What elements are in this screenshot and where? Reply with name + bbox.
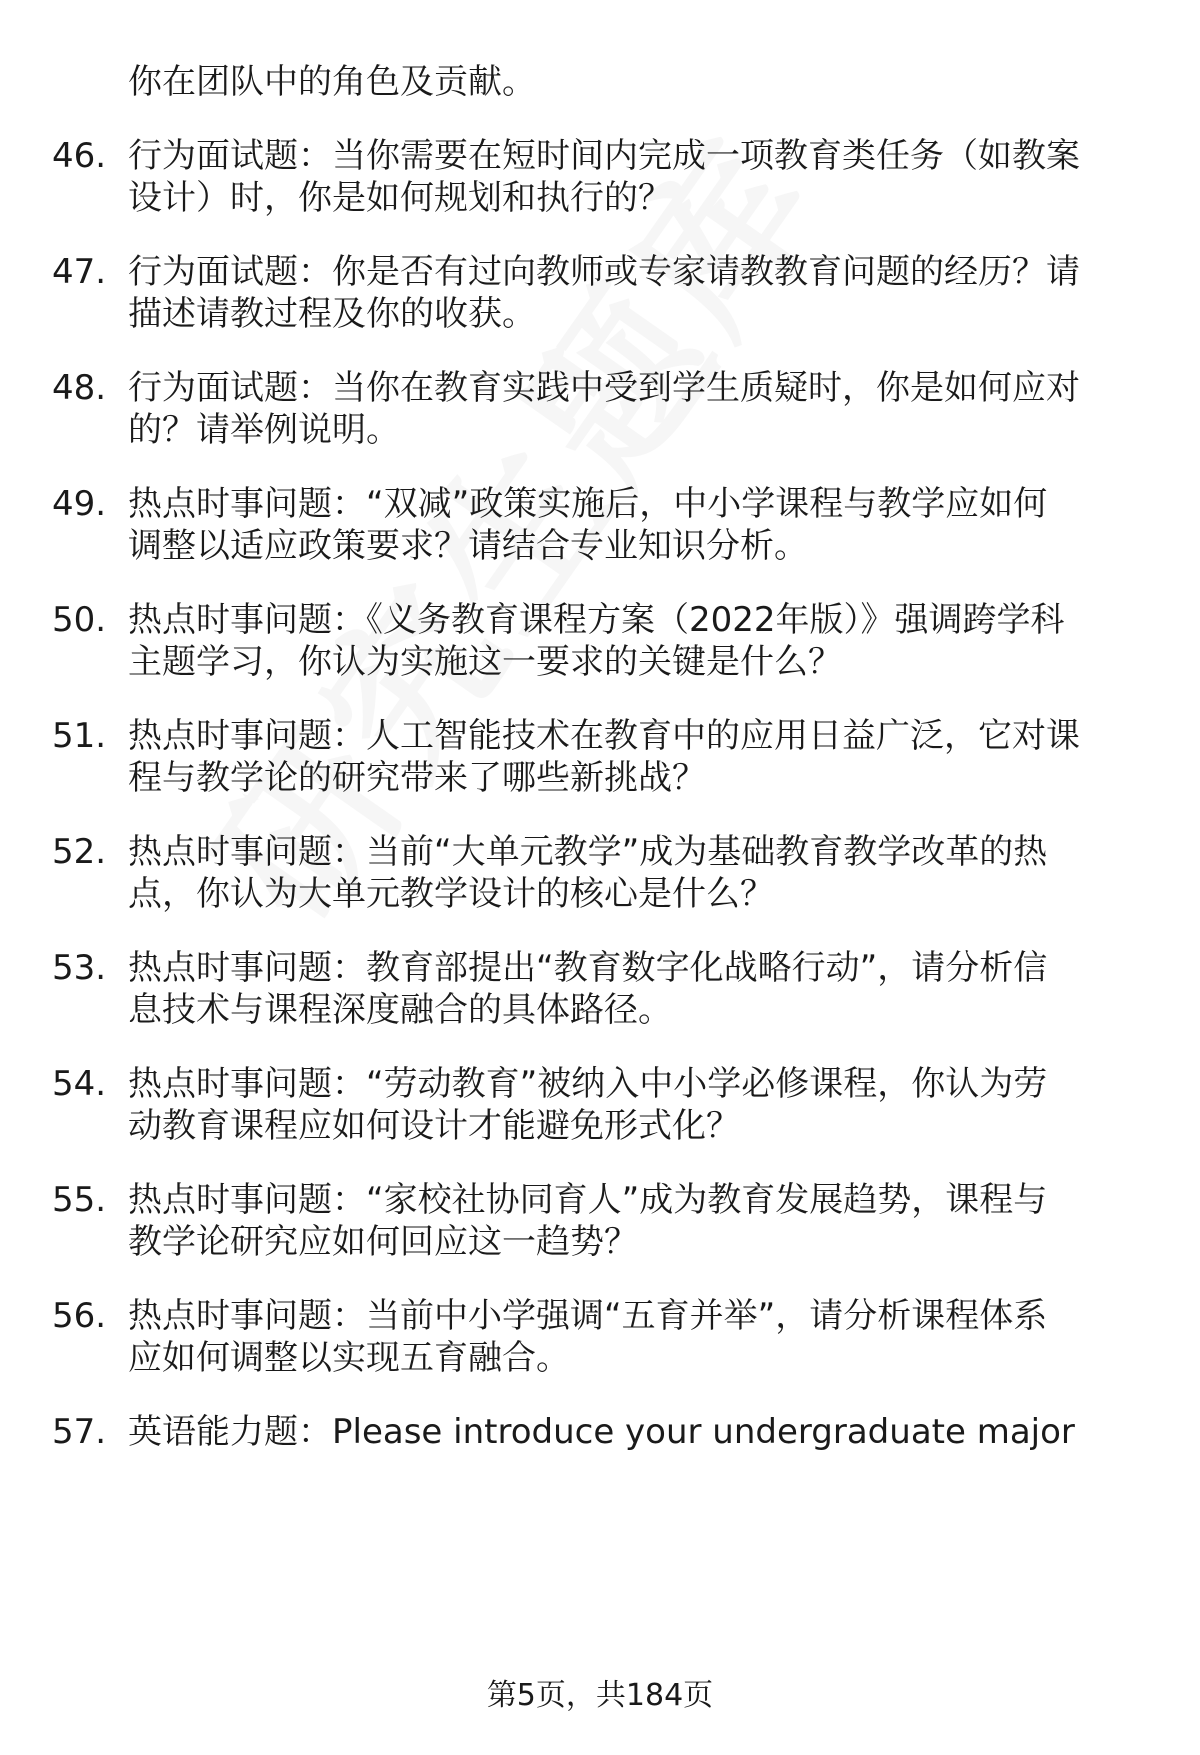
question-text-line2: 调整以适应政策要求？请结合专业知识分析。 xyxy=(128,526,808,566)
question-text-line1: 热点时事问题：当前“大单元教学”成为基础教育教学改革的热 xyxy=(128,832,1048,872)
question-text-line2: 点，你认为大单元教学设计的核心是什么？ xyxy=(128,874,774,914)
question-text-line1: 热点时事问题：《义务教育课程方案（2022年版）》强调跨学科 xyxy=(128,600,1065,640)
question-text-line2: 息技术与课程深度融合的具体路径。 xyxy=(128,990,672,1030)
question-number: 57. xyxy=(52,1412,107,1452)
question-text-line1: 英语能力题：Please introduce your undergraduate major xyxy=(128,1412,1075,1452)
question-text-line2: 应如何调整以实现五育融合。 xyxy=(128,1338,570,1378)
continuation-text: 你在团队中的角色及贡献。 xyxy=(128,62,536,102)
question-number: 51. xyxy=(52,716,107,756)
question-number: 48. xyxy=(52,368,107,408)
question-text-line1: 热点时事问题：“双减”政策实施后，中小学课程与教学应如何 xyxy=(128,484,1048,524)
question-text-line2: 程与教学论的研究带来了哪些新挑战？ xyxy=(128,758,706,798)
question-number: 54. xyxy=(52,1064,107,1104)
question-text-line1: 热点时事问题：当前中小学强调“五育并举”，请分析课程体系 xyxy=(128,1296,1048,1336)
question-text-line1: 热点时事问题：“劳动教育”被纳入中小学必修课程，你认为劳 xyxy=(128,1064,1048,1104)
question-number: 50. xyxy=(52,600,107,640)
question-text-line2: 动教育课程应如何设计才能避免形式化？ xyxy=(128,1106,740,1146)
question-text-line1: 行为面试题：当你需要在短时间内完成一项教育类任务（如教案 xyxy=(128,136,1080,176)
question-text-line2: 主题学习，你认为实施这一要求的关键是什么？ xyxy=(128,642,842,682)
question-text-line2: 的？请举例说明。 xyxy=(128,410,400,450)
question-text-line2: 设计）时，你是如何规划和执行的？ xyxy=(128,178,672,218)
question-number: 55. xyxy=(52,1180,107,1220)
question-text-line2: 描述请教过程及你的收获。 xyxy=(128,294,536,334)
question-number: 49. xyxy=(52,484,107,524)
question-number: 56. xyxy=(52,1296,107,1336)
question-text-line2: 教学论研究应如何回应这一趋势？ xyxy=(128,1222,638,1262)
question-text-line1: 热点时事问题：教育部提出“教育数字化战略行动”，请分析信 xyxy=(128,948,1048,988)
page-footer: 第5页，共184页 xyxy=(486,1678,714,1713)
question-text-line1: 行为面试题：当你在教育实践中受到学生质疑时，你是如何应对 xyxy=(128,368,1080,408)
question-text-line1: 热点时事问题：“家校社协同育人”成为教育发展趋势，课程与 xyxy=(128,1180,1048,1220)
question-number: 46. xyxy=(52,136,107,176)
question-text-line1: 行为面试题：你是否有过向教师或专家请教教育问题的经历？请 xyxy=(128,252,1080,292)
question-number: 47. xyxy=(52,252,107,292)
question-text-line1: 热点时事问题：人工智能技术在教育中的应用日益广泛，它对课 xyxy=(128,716,1080,756)
question-number: 53. xyxy=(52,948,107,988)
question-number: 52. xyxy=(52,832,107,872)
